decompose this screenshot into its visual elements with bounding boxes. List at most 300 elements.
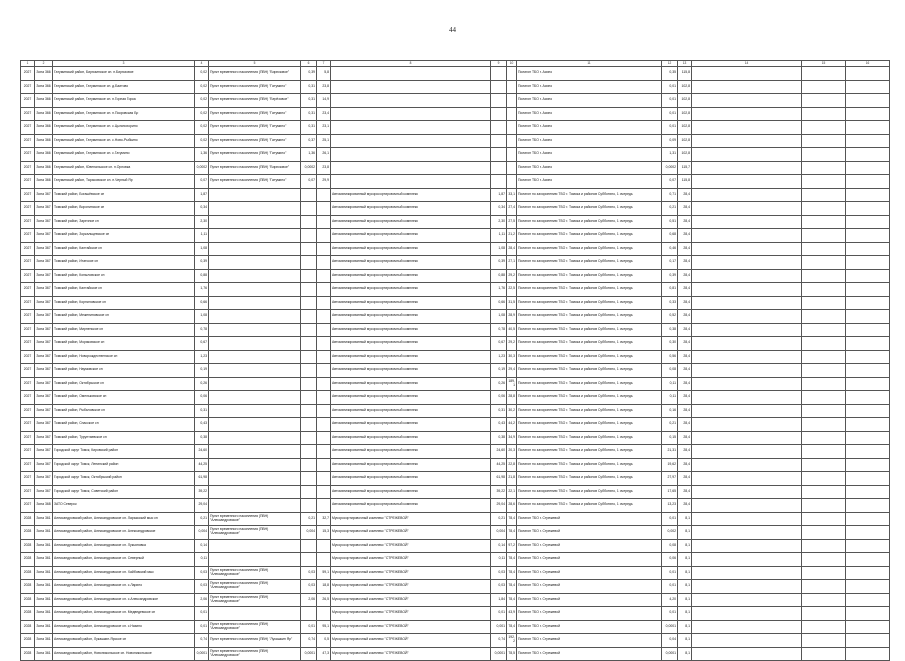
table-cell-col-12: 19,62 <box>662 458 678 472</box>
table-cell-col-11: Полигон по захоронению ТБО г. Томска и районов Субботино, 1 очередь <box>517 431 662 445</box>
table-cell-col-13: 8,1 <box>678 620 692 634</box>
table-cell-col-1: 2027 <box>21 337 35 351</box>
table-cell-col-7 <box>317 269 331 283</box>
table-cell-col-10: 78,5 <box>507 647 517 661</box>
column-number-cell: 3 <box>53 61 195 67</box>
table-cell-col-4: 0,02 <box>195 80 209 94</box>
table-cell-col-9: 1,23 <box>491 350 507 364</box>
table-cell-col-12: 0,04 <box>662 634 678 648</box>
table-cell-col-16 <box>846 229 890 243</box>
table-cell-col-8 <box>331 67 491 81</box>
table-cell-col-5 <box>209 539 301 553</box>
table-cell-col-12: 0,01 <box>662 107 678 121</box>
table-cell-col-3: Александровский район, Александровское сп. с.Ларино <box>53 580 195 594</box>
table-cell-col-1: 2027 <box>21 269 35 283</box>
table-cell-col-8: Автоматизированный мусоросортировочный комплекс <box>331 215 491 229</box>
table-cell-col-3: Александровский район, Лукашкин-Ярское сп <box>53 634 195 648</box>
table-cell-col-6: 0,21 <box>301 512 317 526</box>
table-cell-col-15 <box>802 404 846 418</box>
table-cell-col-5 <box>209 269 301 283</box>
table-cell-col-1: 2027 <box>21 485 35 499</box>
table-cell-col-11: Полигон ТБО г. Стрежевой <box>517 634 662 648</box>
table-cell-col-11: Полигон по захоронению ТБО г. Томска и районов Субботино, 1 очередь <box>517 283 662 297</box>
column-number-cell: 2 <box>35 61 53 67</box>
table-cell-col-14 <box>692 647 802 661</box>
table-cell-col-15 <box>802 229 846 243</box>
table-cell-col-5 <box>209 472 301 486</box>
table-cell-col-11: Полигон ТБО г. Стрежевой <box>517 607 662 621</box>
table-cell-col-7: 23,8 <box>317 161 331 175</box>
page-number: 44 <box>449 26 456 34</box>
table-cell-col-16 <box>846 485 890 499</box>
table-cell-col-16 <box>846 94 890 108</box>
table-cell-col-14 <box>692 539 802 553</box>
table-cell-col-16 <box>846 499 890 513</box>
table-row <box>21 148 890 162</box>
table-cell-col-15 <box>802 485 846 499</box>
table-cell-col-14 <box>692 634 802 648</box>
table-cell-col-5 <box>209 256 301 270</box>
table-cell-col-6 <box>301 607 317 621</box>
table-cell-col-3: Томский район, Калтайское сп <box>53 242 195 256</box>
table-cell-col-13: 8,1 <box>678 607 692 621</box>
table-cell-col-4: 0,11 <box>195 553 209 567</box>
table-cell-col-12: 0,01 <box>662 94 678 108</box>
table-cell-col-14 <box>692 148 802 162</box>
table-cell-col-2: Зона 366 <box>35 107 53 121</box>
table-cell-col-16 <box>846 175 890 189</box>
table-cell-col-1: 2027 <box>21 188 35 202</box>
table-cell-col-10 <box>507 148 517 162</box>
table-cell-col-11: Полигон ТБО г. Стрежевой <box>517 512 662 526</box>
table-cell-col-13: 28,4 <box>678 418 692 432</box>
table-cell-col-9: 0,0001 <box>491 647 507 661</box>
table-cell-col-3: ЗАТО Северск <box>53 499 195 513</box>
table-cell-col-5: Пункт временного накопления (ПВН) "Александровское" <box>209 580 301 594</box>
table-cell-col-16 <box>846 256 890 270</box>
column-number-cell: 1 <box>21 61 35 67</box>
table-cell-col-13: 28,4 <box>678 242 692 256</box>
table-cell-col-4: 0,39 <box>195 256 209 270</box>
table-cell-col-12: 0,17 <box>662 256 678 270</box>
table-cell-col-7 <box>317 607 331 621</box>
table-cell-col-4: 1,87 <box>195 188 209 202</box>
table-cell-col-7 <box>317 485 331 499</box>
table-cell-col-9: 0,26 <box>491 377 507 391</box>
table-cell-col-1: 2027 <box>21 242 35 256</box>
table-cell-col-11: Полигон по захоронению ТБО г. Томска и районов Субботино, 1 очередь <box>517 472 662 486</box>
table-cell-col-7 <box>317 337 331 351</box>
table-cell-col-14 <box>692 215 802 229</box>
table-cell-col-14 <box>692 580 802 594</box>
table-cell-col-9: 1,84 <box>491 593 507 607</box>
column-number-cell: 16 <box>846 61 890 67</box>
table-cell-col-5: Пункт временного накопления (ПВН) "Гатумино" <box>209 175 301 189</box>
table-cell-col-6: 0,39 <box>301 67 317 81</box>
table-cell-col-11: Полигон по захоронению ТБО г. Томска и районов Субботино, 1 очередь <box>517 418 662 432</box>
table-cell-col-9: 0,31 <box>491 404 507 418</box>
table-cell-col-12: 0,35 <box>662 67 678 81</box>
table-cell-col-7 <box>317 377 331 391</box>
table-cell-col-13: 28,4 <box>678 269 692 283</box>
table-cell-col-14 <box>692 337 802 351</box>
table-cell-col-5 <box>209 323 301 337</box>
table-cell-col-10 <box>507 107 517 121</box>
table-cell-col-4: 2,30 <box>195 215 209 229</box>
table-cell-col-5 <box>209 391 301 405</box>
table-cell-col-1: 2028 <box>21 566 35 580</box>
table-cell-col-10: 44,2 <box>507 418 517 432</box>
table-cell-col-11: Полигон ТБО г. Стрежевой <box>517 593 662 607</box>
table-cell-col-16 <box>846 215 890 229</box>
table-cell-col-2: Зона 367 <box>35 202 53 216</box>
waste-flow-table-container <box>20 60 889 661</box>
table-cell-col-16 <box>846 539 890 553</box>
table-cell-col-15 <box>802 175 846 189</box>
table-cell-col-13: 28,4 <box>678 499 692 513</box>
table-cell-col-13: 102,8 <box>678 134 692 148</box>
table-row <box>21 337 890 351</box>
table-cell-col-4: 0,01 <box>195 620 209 634</box>
table-cell-col-8: Мусоросортировочный комплекс "СТРЕЖЕВОЙ" <box>331 620 491 634</box>
table-cell-col-6: 0,03 <box>301 566 317 580</box>
table-cell-col-4: 0,78 <box>195 323 209 337</box>
table-cell-col-7: 14,9 <box>317 94 331 108</box>
table-cell-col-4: 1,08 <box>195 310 209 324</box>
table-cell-col-2: Зона 366 <box>35 80 53 94</box>
table-cell-col-1: 2027 <box>21 202 35 216</box>
table-cell-col-13: 8,1 <box>678 593 692 607</box>
table-cell-col-8: Автоматизированный мусоросортировочный комплекс <box>331 296 491 310</box>
table-cell-col-14 <box>692 404 802 418</box>
table-row <box>21 566 890 580</box>
table-cell-col-16 <box>846 161 890 175</box>
table-cell-col-6 <box>301 445 317 459</box>
table-cell-col-3: Томский район, Заречное сп <box>53 215 195 229</box>
table-cell-col-4: 0,34 <box>195 202 209 216</box>
column-number-cell: 15 <box>802 61 846 67</box>
table-cell-col-15 <box>802 647 846 661</box>
table-cell-col-7: 15,3 <box>317 526 331 540</box>
table-cell-col-8: Автоматизированный мусоросортировочный комплекс <box>331 283 491 297</box>
table-cell-col-1: 2027 <box>21 121 35 135</box>
table-cell-col-14 <box>692 458 802 472</box>
table-cell-col-7: 26,1 <box>317 148 331 162</box>
table-cell-col-6 <box>301 310 317 324</box>
table-cell-col-7 <box>317 472 331 486</box>
table-cell-col-11: Полигон ТБО г. Стрежевой <box>517 553 662 567</box>
table-cell-col-10: 27,4 <box>507 202 517 216</box>
table-cell-col-11: Полигон ТБО г. Стрежевой <box>517 580 662 594</box>
table-cell-col-5 <box>209 485 301 499</box>
table-cell-col-3: Александровский район, Александровское сп. Ларьякский мыс сп <box>53 512 195 526</box>
table-cell-col-9 <box>491 80 507 94</box>
table-cell-col-15 <box>802 283 846 297</box>
table-cell-col-1: 2028 <box>21 553 35 567</box>
table-cell-col-8 <box>331 94 491 108</box>
table-cell-col-1: 2028 <box>21 620 35 634</box>
table-cell-col-1: 2027 <box>21 296 35 310</box>
table-cell-col-13: 28,4 <box>678 350 692 364</box>
table-cell-col-5: Пункт временного накопления (ПВН) "Берёзовое" <box>209 94 301 108</box>
table-cell-col-7 <box>317 188 331 202</box>
table-cell-col-14 <box>692 418 802 432</box>
table-cell-col-7 <box>317 553 331 567</box>
table-cell-col-8 <box>331 175 491 189</box>
table-cell-col-16 <box>846 148 890 162</box>
table-cell-col-9: 1,87 <box>491 188 507 202</box>
table-cell-col-1: 2027 <box>21 377 35 391</box>
table-cell-col-1: 2027 <box>21 107 35 121</box>
column-number-cell: 10 <box>507 61 517 67</box>
table-row <box>21 94 890 108</box>
table-cell-col-6: 0,01 <box>301 620 317 634</box>
column-number-cell: 9 <box>491 61 507 67</box>
table-cell-col-3: Александровский район, Александровское сп. с.Назино <box>53 620 195 634</box>
table-cell-col-4: 0,02 <box>195 67 209 81</box>
table-row <box>21 161 890 175</box>
table-cell-col-7 <box>317 499 331 513</box>
table-cell-col-2: Зона 361 <box>35 634 53 648</box>
table-cell-col-12: 0,0001 <box>662 620 678 634</box>
table-cell-col-16 <box>846 391 890 405</box>
table-cell-col-12: 0,0001 <box>662 647 678 661</box>
table-cell-col-2: Зона 366 <box>35 161 53 175</box>
table-row <box>21 188 890 202</box>
table-cell-col-6: 0,74 <box>301 634 317 648</box>
table-cell-col-5: Пункт временного накопления (ПВН) "Бирюзовое" <box>209 161 301 175</box>
table-cell-col-9: 0,004 <box>491 526 507 540</box>
table-cell-col-3: Томский район, Наумовское сп <box>53 364 195 378</box>
table-cell-col-13: 28,4 <box>678 188 692 202</box>
table-cell-col-4: 0,31 <box>195 404 209 418</box>
table-cell-col-16 <box>846 202 890 216</box>
table-cell-col-2: Зона 366 <box>35 94 53 108</box>
table-cell-col-6: 0,31 <box>301 121 317 135</box>
table-cell-col-5 <box>209 283 301 297</box>
table-cell-col-4: 1,11 <box>195 229 209 243</box>
table-cell-col-11: Полигон ТБО г. Асино <box>517 121 662 135</box>
table-cell-col-9: 0,74 <box>491 634 507 648</box>
table-cell-col-13: 28,4 <box>678 215 692 229</box>
table-cell-col-14 <box>692 80 802 94</box>
table-cell-col-14 <box>692 472 802 486</box>
table-cell-col-6 <box>301 256 317 270</box>
table-cell-col-5 <box>209 202 301 216</box>
table-cell-col-6: 0,07 <box>301 175 317 189</box>
table-cell-col-2: Зона 367 <box>35 485 53 499</box>
table-cell-col-12: 0,0002 <box>662 161 678 175</box>
table-cell-col-2: Зона 361 <box>35 607 53 621</box>
table-cell-col-15 <box>802 526 846 540</box>
table-cell-col-12: 0,01 <box>662 121 678 135</box>
table-cell-col-8 <box>331 161 491 175</box>
table-cell-col-11: Полигон по захоронению ТБО г. Томска и районов Субботино, 1 очередь <box>517 445 662 459</box>
table-cell-col-9: 61,98 <box>491 472 507 486</box>
table-cell-col-9: 0,66 <box>491 296 507 310</box>
table-cell-col-4: 0,67 <box>195 337 209 351</box>
table-cell-col-8: Мусоросортировочный комплекс "СТРЕЖЕВОЙ" <box>331 553 491 567</box>
table-cell-col-15 <box>802 512 846 526</box>
table-cell-col-13: 28,4 <box>678 404 692 418</box>
table-cell-col-1: 2027 <box>21 445 35 459</box>
table-cell-col-2: Зона 367 <box>35 458 53 472</box>
table-cell-col-9: 44,25 <box>491 458 507 472</box>
table-cell-col-5 <box>209 310 301 324</box>
table-cell-col-16 <box>846 323 890 337</box>
table-cell-col-9: 39,22 <box>491 485 507 499</box>
table-cell-col-7 <box>317 215 331 229</box>
table-cell-col-9: 0,11 <box>491 553 507 567</box>
table-cell-col-2: Зона 367 <box>35 215 53 229</box>
table-cell-col-6 <box>301 418 317 432</box>
table-cell-col-11: Полигон по захоронению ТБО г. Томска и районов Субботино, 1 очередь <box>517 215 662 229</box>
table-cell-col-9: 0,43 <box>491 418 507 432</box>
table-cell-col-6 <box>301 404 317 418</box>
table-row <box>21 391 890 405</box>
table-cell-col-15 <box>802 310 846 324</box>
table-row <box>21 512 890 526</box>
table-cell-col-1: 2027 <box>21 94 35 108</box>
table-cell-col-4: 29,04 <box>195 499 209 513</box>
table-cell-col-1: 2028 <box>21 607 35 621</box>
table-cell-col-16 <box>846 337 890 351</box>
column-number-cell: 8 <box>331 61 491 67</box>
table-row <box>21 215 890 229</box>
table-cell-col-16 <box>846 67 890 81</box>
table-cell-col-2: Зона 361 <box>35 647 53 661</box>
table-cell-col-15 <box>802 553 846 567</box>
table-cell-col-12: 0,30 <box>662 337 678 351</box>
table-cell-col-2: Зона 367 <box>35 337 53 351</box>
table-cell-col-1: 2027 <box>21 499 35 513</box>
table-cell-col-2: Зона 367 <box>35 242 53 256</box>
table-cell-col-7 <box>317 445 331 459</box>
table-cell-col-8: Мусоросортировочный комплекс "СТРЕЖЕВОЙ" <box>331 566 491 580</box>
table-cell-col-9: 1,76 <box>491 283 507 297</box>
table-cell-col-1: 2027 <box>21 229 35 243</box>
table-cell-col-12: 27,97 <box>662 472 678 486</box>
table-cell-col-9: 1,08 <box>491 310 507 324</box>
table-cell-col-3: Гатуминский район, Ювенальское сп. п.Орловка <box>53 161 195 175</box>
table-cell-col-6 <box>301 283 317 297</box>
table-cell-col-9 <box>491 175 507 189</box>
table-cell-col-6 <box>301 350 317 364</box>
table-cell-col-2: Зона 361 <box>35 620 53 634</box>
table-cell-col-10: 28,4 <box>507 242 517 256</box>
table-cell-col-13: 115,7 <box>678 161 692 175</box>
table-cell-col-3: Городской округ Томск, Октябрьский район <box>53 472 195 486</box>
table-cell-col-1: 2027 <box>21 472 35 486</box>
table-cell-col-16 <box>846 310 890 324</box>
table-cell-col-8: Автоматизированный мусоросортировочный комплекс <box>331 310 491 324</box>
table-cell-col-14 <box>692 107 802 121</box>
table-cell-col-10: 21,8 <box>507 472 517 486</box>
table-cell-col-3: Томский район, Новорождественское сп <box>53 350 195 364</box>
table-cell-col-9 <box>491 107 507 121</box>
table-cell-col-11: Полигон по захоронению ТБО г. Томска и районов Субботино, 1 очередь <box>517 499 662 513</box>
table-cell-col-4: 0,02 <box>195 134 209 148</box>
table-cell-col-6 <box>301 458 317 472</box>
table-cell-col-2: Зона 367 <box>35 269 53 283</box>
table-cell-col-1: 2027 <box>21 391 35 405</box>
table-cell-col-12: 0,56 <box>662 350 678 364</box>
table-row <box>21 634 890 648</box>
table-cell-col-5: Пункт временного накопления (ПВН) "Бирюзовое" <box>209 67 301 81</box>
table-cell-col-7: 23,8 <box>317 80 331 94</box>
table-cell-col-3: Александровский район, Александровское сп. с.Александровское <box>53 593 195 607</box>
table-cell-col-14 <box>692 350 802 364</box>
table-cell-col-1: 2027 <box>21 80 35 94</box>
table-row <box>21 283 890 297</box>
table-cell-col-10: 78,4 <box>507 566 517 580</box>
table-cell-col-14 <box>692 256 802 270</box>
table-cell-col-8: Мусоросортировочный комплекс "СТРЕЖЕВОЙ" <box>331 512 491 526</box>
table-cell-col-8: Автоматизированный мусоросортировочный комплекс <box>331 337 491 351</box>
table-cell-col-4: 0,21 <box>195 512 209 526</box>
table-cell-col-14 <box>692 377 802 391</box>
table-cell-col-8: Автоматизированный мусоросортировочный комплекс <box>331 445 491 459</box>
table-cell-col-7: 23,4 <box>317 107 331 121</box>
table-cell-col-16 <box>846 647 890 661</box>
table-cell-col-15 <box>802 296 846 310</box>
table-cell-col-2: Зона 367 <box>35 431 53 445</box>
table-cell-col-8: Мусоросортировочный комплекс "СТРЕЖЕВОЙ" <box>331 634 491 648</box>
table-cell-col-10 <box>507 121 517 135</box>
table-cell-col-15 <box>802 161 846 175</box>
table-cell-col-13: 102,8 <box>678 121 692 135</box>
table-cell-col-13: 28,4 <box>678 310 692 324</box>
table-cell-col-8: Мусоросортировочный комплекс "СТРЕЖЕВОЙ" <box>331 593 491 607</box>
table-cell-col-12: 0,002 <box>662 526 678 540</box>
table-cell-col-5 <box>209 215 301 229</box>
table-cell-col-8: Мусоросортировочный комплекс "СТРЕЖЕВОЙ" <box>331 607 491 621</box>
table-cell-col-8: Мусоросортировочный комплекс "СТРЕЖЕВОЙ" <box>331 647 491 661</box>
table-cell-col-15 <box>802 634 846 648</box>
table-cell-col-9 <box>491 161 507 175</box>
table-cell-col-3: Томский район, Межениновское сп <box>53 310 195 324</box>
table-cell-col-8: Автоматизированный мусоросортировочный комплекс <box>331 269 491 283</box>
table-cell-col-7 <box>317 310 331 324</box>
table-cell-col-3: Гатуминский район, Гатуминское сп. с.Гатумино <box>53 148 195 162</box>
table-row <box>21 539 890 553</box>
table-cell-col-2: Зона 366 <box>35 121 53 135</box>
table-cell-col-6 <box>301 215 317 229</box>
table-cell-col-5 <box>209 337 301 351</box>
table-cell-col-12: 0,11 <box>662 391 678 405</box>
table-cell-col-10: 43,9 <box>507 607 517 621</box>
table-cell-col-16 <box>846 377 890 391</box>
table-cell-col-15 <box>802 107 846 121</box>
table-cell-col-9 <box>491 67 507 81</box>
table-cell-col-2: Зона 367 <box>35 418 53 432</box>
table-cell-col-6 <box>301 229 317 243</box>
table-cell-col-2: Зона 368 <box>35 499 53 513</box>
table-cell-col-13: 102,8 <box>678 148 692 162</box>
table-cell-col-14 <box>692 296 802 310</box>
table-row <box>21 607 890 621</box>
table-cell-col-16 <box>846 553 890 567</box>
table-cell-col-7: 23,1 <box>317 121 331 135</box>
table-cell-col-13: 28,4 <box>678 296 692 310</box>
table-cell-col-2: Зона 367 <box>35 350 53 364</box>
table-row <box>21 458 890 472</box>
table-cell-col-12: 0,08 <box>662 364 678 378</box>
table-cell-col-3: Александровский район, Александровское сп. Северный <box>53 553 195 567</box>
table-cell-col-11: Полигон ТБО г. Асино <box>517 67 662 81</box>
table-cell-col-8: Автоматизированный мусоросортировочный комплекс <box>331 377 491 391</box>
table-cell-col-1: 2027 <box>21 323 35 337</box>
